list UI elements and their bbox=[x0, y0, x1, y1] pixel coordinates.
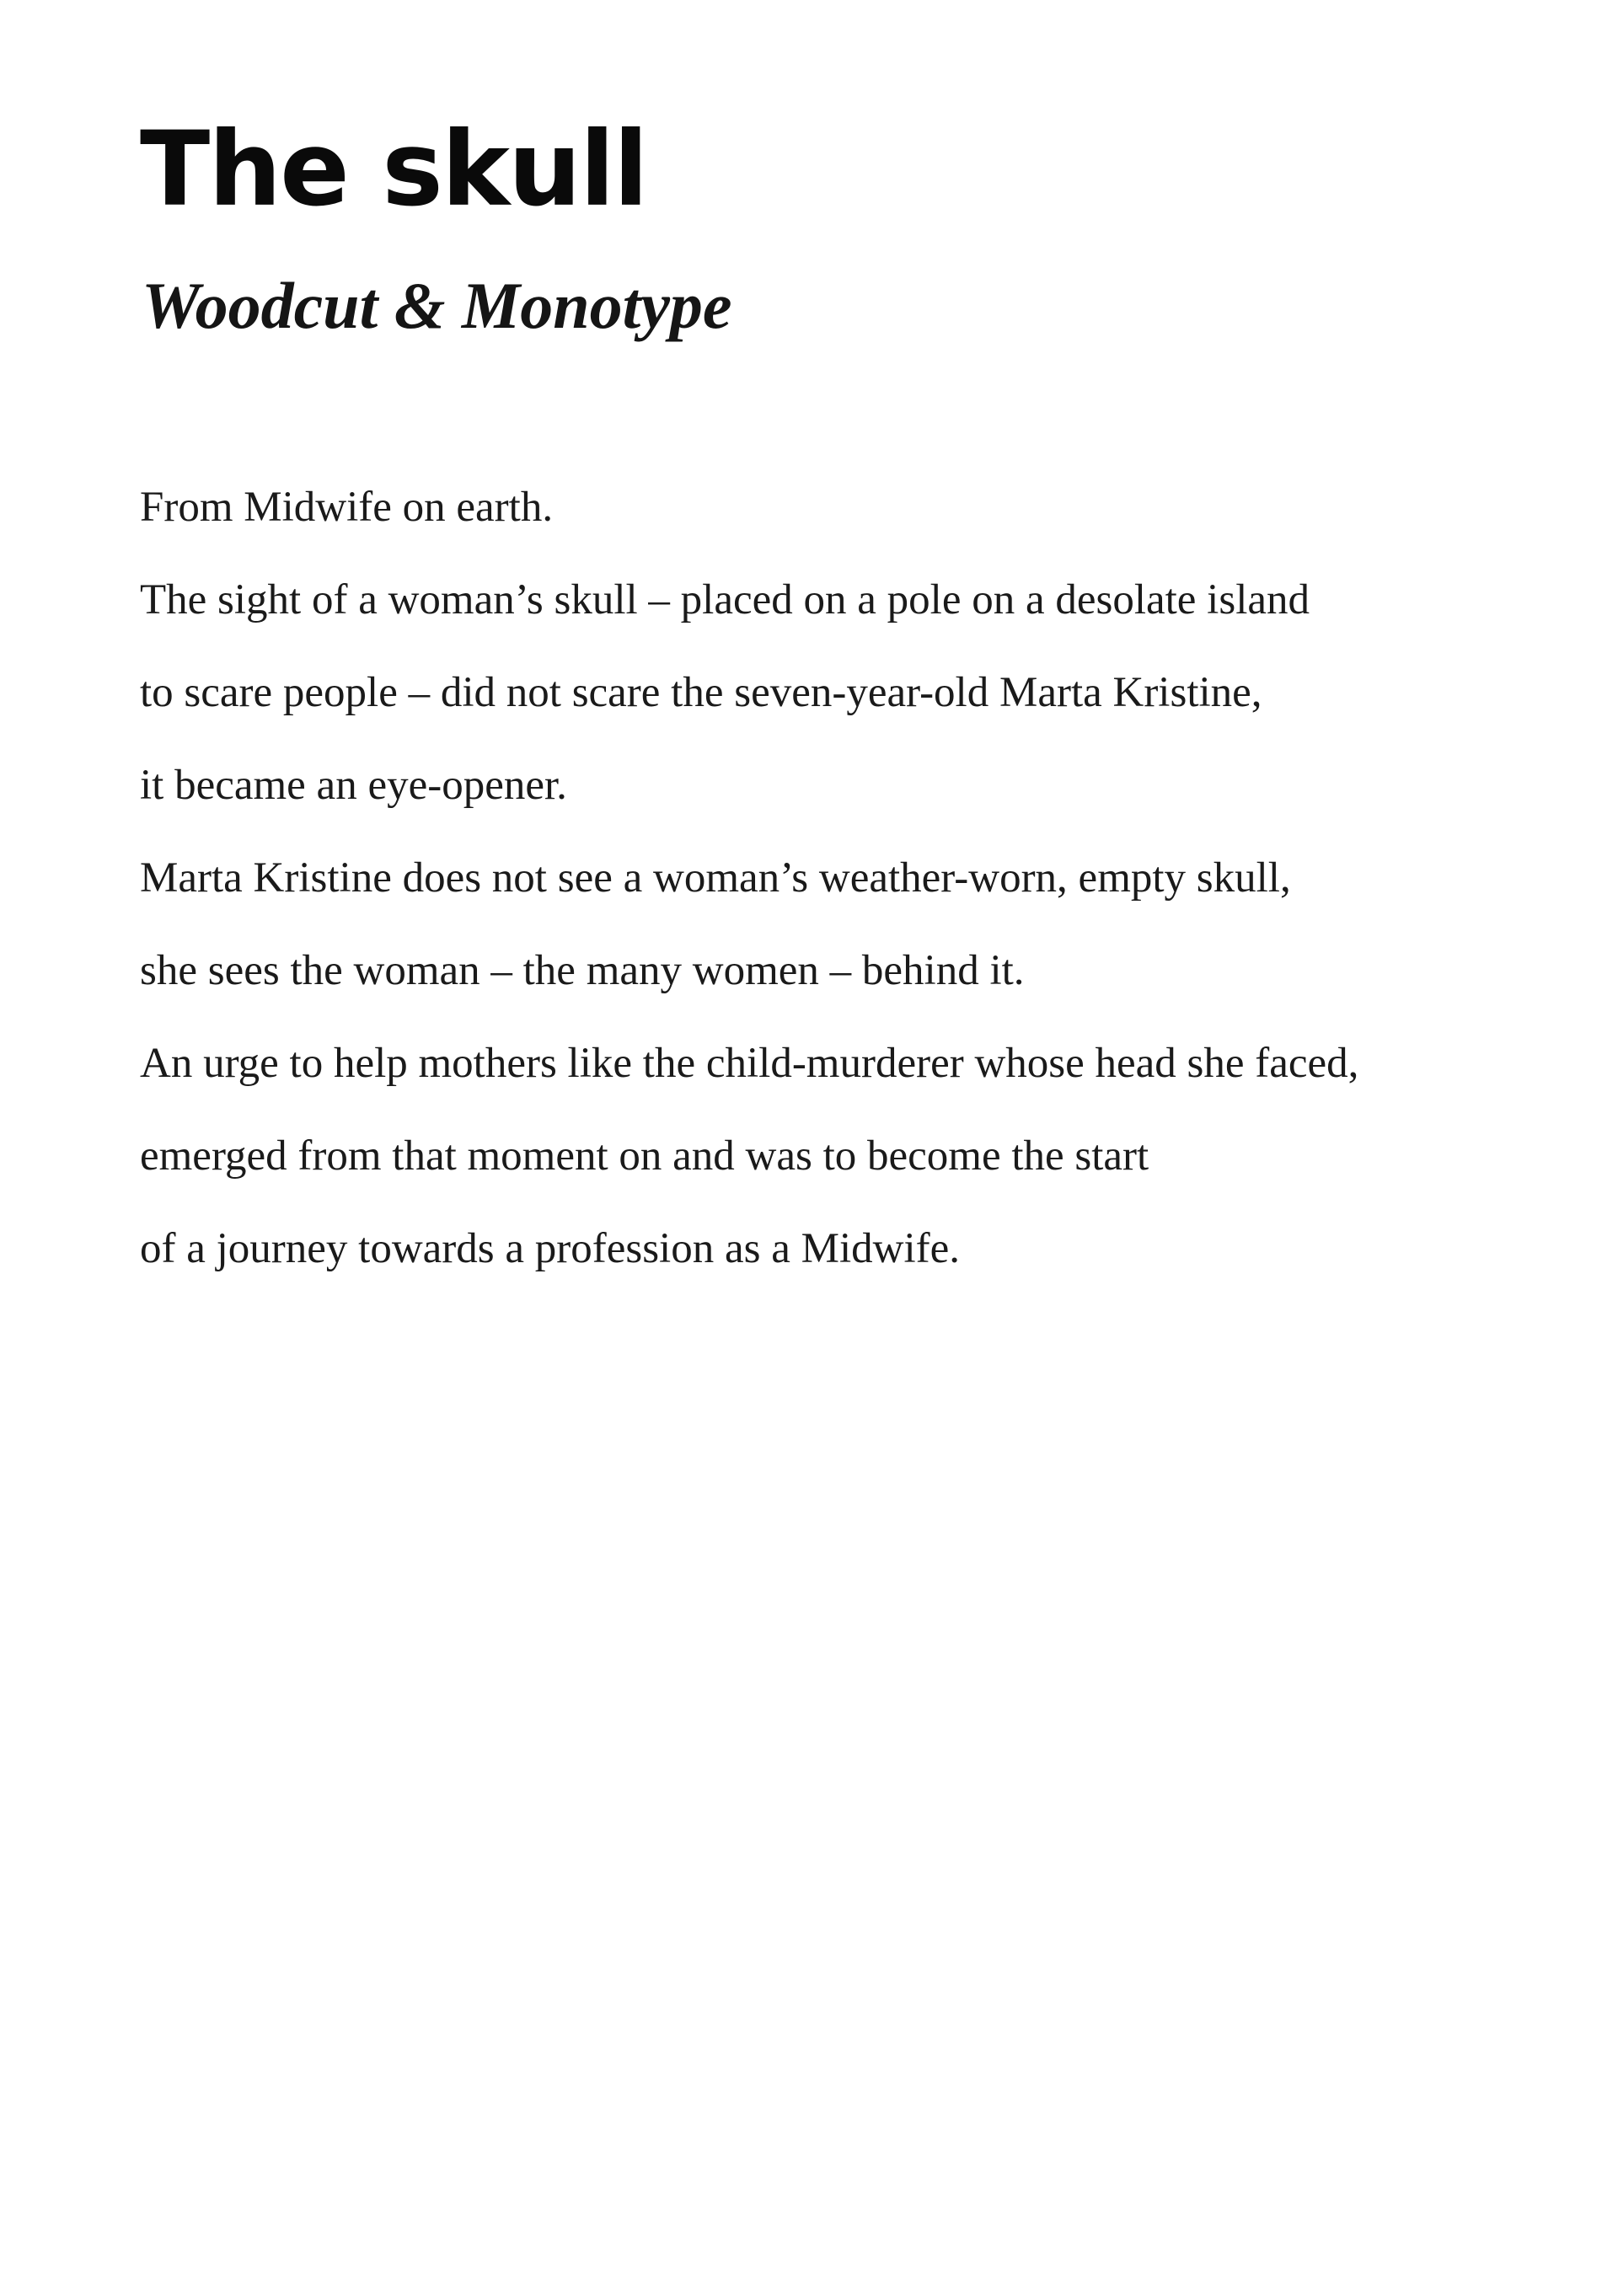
body-line: of a journey towards a profession as a Midwife. bbox=[140, 1225, 960, 1272]
body-line: The sight of a woman’s skull – placed on a pole on a desolate island bbox=[140, 576, 1310, 624]
body-line: to scare people – did not scare the seven-year-old Marta Kristine, bbox=[140, 669, 1262, 716]
body-line: emerged from that moment on and was to become the start bbox=[140, 1132, 1149, 1180]
body-text bbox=[140, 479, 1505, 1313]
page-title: The skull bbox=[140, 110, 647, 229]
body-line: it became an eye-opener. bbox=[140, 762, 567, 809]
body-line: An urge to help mothers like the child-murderer whose head she faced, bbox=[140, 1040, 1359, 1087]
body-line: Marta Kristine does not see a woman’s weather-worn, empty skull, bbox=[140, 854, 1291, 902]
body-line: From Midwife on earth. bbox=[140, 484, 554, 531]
page-subtitle: Woodcut & Monotype bbox=[142, 269, 732, 342]
body-line: she sees the woman – the many women – behind it. bbox=[140, 947, 1025, 994]
